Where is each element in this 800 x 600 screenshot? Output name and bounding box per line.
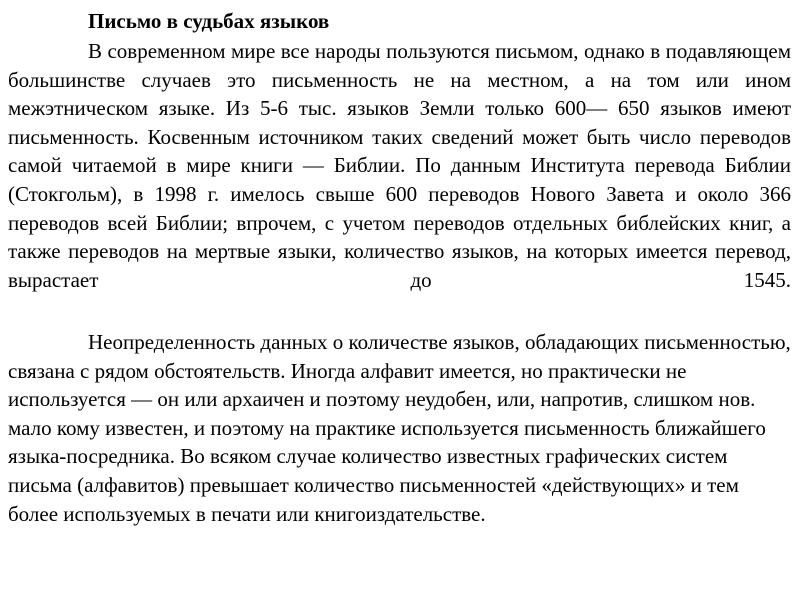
paragraph-2: Неопределенность данных о количестве языков, обладающих письменностью, связана с рядом обстоятельств. Иногда алфавит имеется, но практически не используется — он или архаичен и поэтому неудобен, или, напротив, слишком нов. мало кому известен, и поэтому на практике используется письменность ближайшего языка-посредника. Во всяком случае количество известных графических систем письма (алфавитов) превышает количество письменностей «действующих» и тем более используемых в печати или книгоиздательстве.	[8, 330, 791, 526]
paragraph-1: В современном мире все народы пользуются письмом, однако в подавляющем большинстве случаев это письменность не на местном, а на том или ином межэтническом языке. Из 5-6 тыс. языков Земли только 600— 650 языков имеют письменность. Косвенным источником таких сведений может быть число переводов самой читаемой в мире книги — Библии. По данным Института перевода Библии (Стокгольм), в 1998 г. имелось свыше 600 переводов Нового Завета и около 366 переводов всей Библии; впрочем, с учетом переводов отдельных библейских книг, а также переводов на мертвые языки, количество языков, на которых имеется перевод, вырастает до 1545.	[8, 39, 791, 292]
document-heading: Письмо в судьбах языков	[88, 9, 330, 33]
